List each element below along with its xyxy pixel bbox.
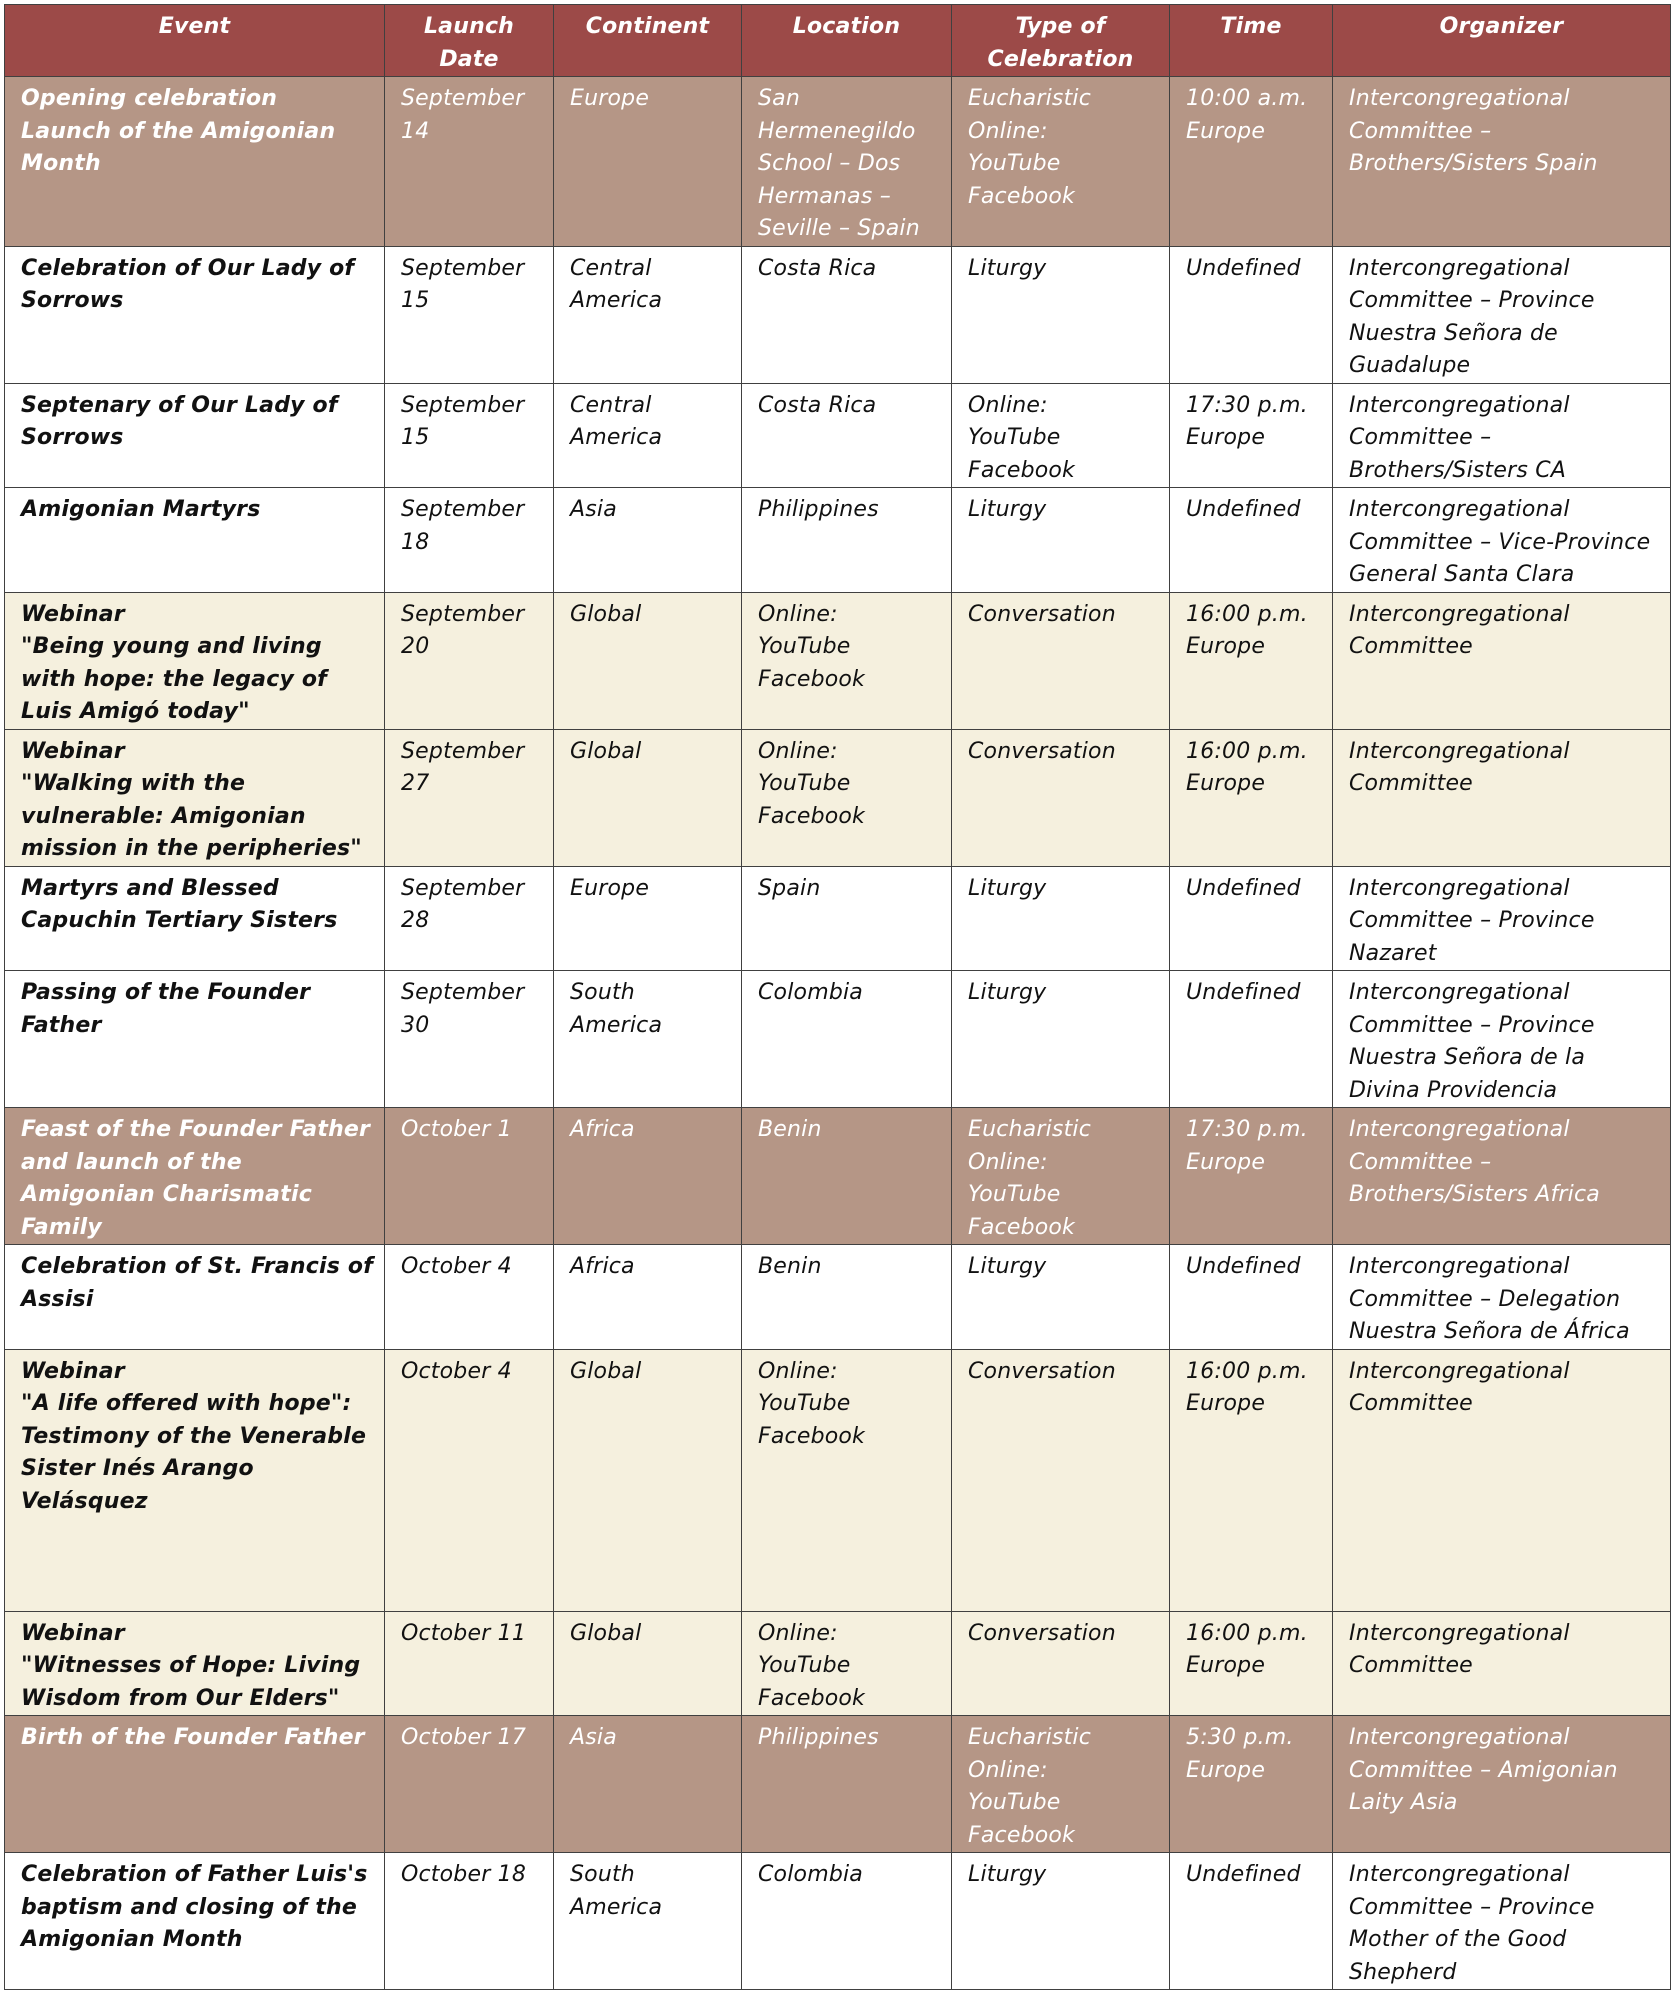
organizer-cell: Intercongregational Committee – Brothers/Sisters Africa bbox=[1333, 1108, 1671, 1245]
type-cell-line: Conversation bbox=[968, 1620, 1116, 1646]
header-location: Location bbox=[742, 5, 952, 77]
location-cell-line: Philippines bbox=[758, 1725, 879, 1750]
organizer-cell: Intercongregational Committee bbox=[1333, 1349, 1671, 1611]
continent-cell: South America bbox=[554, 1853, 742, 1990]
type-cell bbox=[952, 383, 1170, 488]
location-cell-line: Facebook bbox=[758, 1423, 865, 1449]
event-cell bbox=[5, 1245, 385, 1350]
header-time: Time bbox=[1170, 5, 1333, 77]
continent-cell: Asia bbox=[554, 488, 742, 593]
location-cell bbox=[742, 729, 952, 866]
organizer-cell: Intercongregational Committee – Vice-Province General Santa Clara bbox=[1333, 488, 1671, 593]
type-cell bbox=[952, 488, 1170, 593]
organizer-cell: Intercongregational Committee – Province Nazaret bbox=[1333, 866, 1671, 971]
time-cell: 10:00 a.m. Europe bbox=[1170, 77, 1333, 247]
event-cell-line: Webinar bbox=[21, 601, 125, 627]
event-cell bbox=[5, 866, 385, 971]
time-cell: 16:00 p.m. Europe bbox=[1170, 1349, 1333, 1611]
event-cell-line: Celebration of Father Luis's baptism and closing of the Amigonian Month bbox=[21, 1862, 376, 1952]
location-cell bbox=[742, 1716, 952, 1853]
location-cell-line: Online: bbox=[758, 1620, 838, 1646]
event-cell bbox=[5, 383, 385, 488]
organizer-cell: Intercongregational Committee bbox=[1333, 729, 1671, 866]
location-cell bbox=[742, 488, 952, 593]
table-row bbox=[5, 971, 1671, 1108]
time-cell: Undefined bbox=[1170, 866, 1333, 971]
event-cell-line: Septenary of Our Lady of Sorrows bbox=[21, 392, 346, 450]
organizer-cell: Intercongregational Committee – Brothers/Sisters CA bbox=[1333, 383, 1671, 488]
event-cell-line: Webinar bbox=[21, 1620, 125, 1646]
continent-cell: Global bbox=[554, 1611, 742, 1716]
type-cell bbox=[952, 1245, 1170, 1350]
table-row bbox=[5, 1611, 1671, 1716]
type-cell bbox=[952, 246, 1170, 383]
event-cell-line: Martyrs and Blessed Capuchin Tertiary Sisters bbox=[21, 875, 338, 933]
launch-date-cell: September 28 bbox=[385, 866, 554, 971]
type-cell-line: Conversation bbox=[968, 738, 1116, 764]
location-cell-line: Facebook bbox=[758, 666, 865, 692]
continent-cell: Europe bbox=[554, 77, 742, 247]
type-cell bbox=[952, 971, 1170, 1108]
header-organizer: Organizer bbox=[1333, 5, 1671, 77]
time-cell: Undefined bbox=[1170, 488, 1333, 593]
time-cell: Undefined bbox=[1170, 971, 1333, 1108]
table-row bbox=[5, 488, 1671, 593]
type-cell-line: Eucharistic bbox=[968, 86, 1092, 111]
location-cell bbox=[742, 866, 952, 971]
launch-date-cell: September 15 bbox=[385, 246, 554, 383]
launch-date-cell: October 4 bbox=[385, 1349, 554, 1611]
launch-date-cell: October 11 bbox=[385, 1611, 554, 1716]
event-cell-line: "Walking with the vulnerable: Amigonian mission in the peripheries" bbox=[21, 771, 362, 861]
launch-date-cell: September 30 bbox=[385, 971, 554, 1108]
location-cell bbox=[742, 971, 952, 1108]
type-cell-line: Eucharistic bbox=[968, 1117, 1092, 1142]
launch-date-cell: September 14 bbox=[385, 77, 554, 247]
table-row bbox=[5, 1853, 1671, 1990]
location-cell-line: YouTube bbox=[758, 771, 851, 796]
time-cell: 5:30 p.m. Europe bbox=[1170, 1716, 1333, 1853]
organizer-cell: Intercongregational Committee bbox=[1333, 592, 1671, 729]
event-cell bbox=[5, 246, 385, 383]
continent-cell: Asia bbox=[554, 1716, 742, 1853]
events-table-container bbox=[4, 4, 1670, 1990]
continent-cell: Global bbox=[554, 729, 742, 866]
location-cell bbox=[742, 1245, 952, 1350]
event-cell-line: Opening celebration bbox=[21, 86, 278, 111]
table-row bbox=[5, 866, 1671, 971]
launch-date-cell: October 1 bbox=[385, 1108, 554, 1245]
table-row bbox=[5, 383, 1671, 488]
type-cell bbox=[952, 1853, 1170, 1990]
type-cell-line: Online: bbox=[968, 1757, 1048, 1783]
type-cell-line: Liturgy bbox=[968, 497, 1047, 522]
type-cell bbox=[952, 1611, 1170, 1716]
header-type-of-celebration: Type of Celebration bbox=[952, 5, 1170, 77]
type-cell-line: YouTube bbox=[968, 1790, 1061, 1815]
event-cell bbox=[5, 1716, 385, 1853]
organizer-cell: Intercongregational Committee – Delegation Nuestra Señora de África bbox=[1333, 1245, 1671, 1350]
location-cell-line: Philippines bbox=[758, 497, 879, 522]
location-cell bbox=[742, 383, 952, 488]
location-cell-line: Costa Rica bbox=[758, 392, 877, 418]
event-cell bbox=[5, 1349, 385, 1611]
continent-cell: Global bbox=[554, 1349, 742, 1611]
launch-date-cell: September 15 bbox=[385, 383, 554, 488]
type-cell-line: Online: bbox=[968, 392, 1048, 418]
location-cell bbox=[742, 1853, 952, 1990]
type-cell-line: Online: bbox=[968, 118, 1048, 144]
continent-cell: Africa bbox=[554, 1108, 742, 1245]
location-cell-line: Facebook bbox=[758, 1685, 865, 1711]
launch-date-cell: October 4 bbox=[385, 1245, 554, 1350]
type-cell bbox=[952, 1108, 1170, 1245]
launch-date-cell: October 18 bbox=[385, 1853, 554, 1990]
location-cell-line: Costa Rica bbox=[758, 255, 877, 281]
launch-date-cell: September 27 bbox=[385, 729, 554, 866]
location-cell bbox=[742, 592, 952, 729]
location-cell-line: Facebook bbox=[758, 803, 865, 829]
event-cell bbox=[5, 488, 385, 593]
location-cell-line: Benin bbox=[758, 1117, 822, 1142]
header-continent: Continent bbox=[554, 5, 742, 77]
type-cell-line: Conversation bbox=[968, 1358, 1116, 1384]
header-launch-date: Launch Date bbox=[385, 5, 554, 77]
launch-date-cell: September 20 bbox=[385, 592, 554, 729]
continent-cell: Europe bbox=[554, 866, 742, 971]
event-cell-line: Feast of the Founder Father and launch of the Amigonian Charismatic Family bbox=[21, 1117, 378, 1240]
type-cell bbox=[952, 77, 1170, 247]
location-cell-line: Benin bbox=[758, 1254, 822, 1279]
event-cell bbox=[5, 1611, 385, 1716]
type-cell-line: Liturgy bbox=[968, 980, 1047, 1005]
type-cell bbox=[952, 1349, 1170, 1611]
location-cell bbox=[742, 246, 952, 383]
type-cell bbox=[952, 592, 1170, 729]
type-cell-line: Liturgy bbox=[968, 1254, 1047, 1279]
event-cell bbox=[5, 1108, 385, 1245]
location-cell-line: Colombia bbox=[758, 1862, 863, 1887]
organizer-cell: Intercongregational Committee – Brothers/Sisters Spain bbox=[1333, 77, 1671, 247]
event-cell bbox=[5, 971, 385, 1108]
location-cell bbox=[742, 1349, 952, 1611]
location-cell bbox=[742, 1611, 952, 1716]
time-cell: 16:00 p.m. Europe bbox=[1170, 729, 1333, 866]
table-row bbox=[5, 1108, 1671, 1245]
location-cell bbox=[742, 1108, 952, 1245]
type-cell-line: Liturgy bbox=[968, 1862, 1047, 1887]
type-cell-line: Facebook bbox=[968, 457, 1075, 483]
organizer-cell: Intercongregational Committee – Amigonian Laity Asia bbox=[1333, 1716, 1671, 1853]
location-cell-line: Online: bbox=[758, 1358, 838, 1384]
event-cell-line: Amigonian Martyrs bbox=[21, 497, 261, 522]
type-cell-line: Conversation bbox=[968, 601, 1116, 627]
table-header-row bbox=[5, 5, 1671, 77]
table-row bbox=[5, 1349, 1671, 1611]
event-cell-line: Launch of the Amigonian Month bbox=[21, 118, 344, 176]
event-cell-line: Webinar bbox=[21, 738, 125, 764]
table-row bbox=[5, 592, 1671, 729]
location-cell-line: Colombia bbox=[758, 980, 863, 1005]
continent-cell: Africa bbox=[554, 1245, 742, 1350]
organizer-cell: Intercongregational Committee – Province Mother of the Good Shepherd bbox=[1333, 1853, 1671, 1990]
type-cell-line: Liturgy bbox=[968, 875, 1047, 901]
event-cell-line: Birth of the Founder Father bbox=[21, 1725, 365, 1750]
time-cell: 16:00 p.m. Europe bbox=[1170, 592, 1333, 729]
launch-date-cell: October 17 bbox=[385, 1716, 554, 1853]
location-cell-line: Spain bbox=[758, 875, 821, 901]
location-cell bbox=[742, 77, 952, 247]
event-cell-line: Passing of the Founder Father bbox=[21, 980, 319, 1038]
type-cell-line: YouTube bbox=[968, 151, 1061, 176]
event-cell-line: "Being young and living with hope: the legacy of Luis Amigó today" bbox=[21, 634, 335, 724]
event-cell-line: Celebration of St. Francis of Assisi bbox=[21, 1254, 381, 1312]
continent-cell: South America bbox=[554, 971, 742, 1108]
organizer-cell: Intercongregational Committee bbox=[1333, 1611, 1671, 1716]
time-cell: Undefined bbox=[1170, 246, 1333, 383]
header-event: Event bbox=[5, 5, 385, 77]
location-cell-line: YouTube bbox=[758, 1391, 851, 1416]
event-cell bbox=[5, 1853, 385, 1990]
time-cell: Undefined bbox=[1170, 1853, 1333, 1990]
time-cell: 17:30 p.m. Europe bbox=[1170, 383, 1333, 488]
type-cell-line: Liturgy bbox=[968, 255, 1047, 281]
event-cell bbox=[5, 77, 385, 247]
type-cell-line: YouTube bbox=[968, 1182, 1061, 1207]
organizer-cell: Intercongregational Committee – Province Nuestra Señora de la Divina Providencia bbox=[1333, 971, 1671, 1108]
continent-cell: Central America bbox=[554, 246, 742, 383]
type-cell-line: Facebook bbox=[968, 183, 1075, 209]
continent-cell: Central America bbox=[554, 383, 742, 488]
table-row bbox=[5, 77, 1671, 247]
type-cell-line: Facebook bbox=[968, 1822, 1075, 1848]
event-cell-line: Celebration of Our Lady of Sorrows bbox=[21, 255, 363, 313]
location-cell-line: YouTube bbox=[758, 1653, 851, 1678]
type-cell bbox=[952, 1716, 1170, 1853]
time-cell: 17:30 p.m. Europe bbox=[1170, 1108, 1333, 1245]
event-cell bbox=[5, 729, 385, 866]
table-row bbox=[5, 246, 1671, 383]
organizer-cell: Intercongregational Committee – Province Nuestra Señora de Guadalupe bbox=[1333, 246, 1671, 383]
table-row bbox=[5, 729, 1671, 866]
location-cell-line: Online: bbox=[758, 738, 838, 764]
time-cell: Undefined bbox=[1170, 1245, 1333, 1350]
continent-cell: Global bbox=[554, 592, 742, 729]
type-cell-line: YouTube bbox=[968, 425, 1061, 450]
location-cell-line: San Hermenegildo School – Dos Hermanas – Seville – Spain bbox=[758, 86, 923, 241]
table-row bbox=[5, 1716, 1671, 1853]
type-cell-line: Online: bbox=[968, 1149, 1048, 1175]
event-cell-line: Webinar bbox=[21, 1358, 125, 1384]
table-row bbox=[5, 1245, 1671, 1350]
location-cell-line: YouTube bbox=[758, 634, 851, 659]
event-cell-line: "Witnesses of Hope: Living Wisdom from Our Elders" bbox=[21, 1653, 369, 1711]
type-cell-line: Facebook bbox=[968, 1214, 1075, 1240]
event-cell bbox=[5, 592, 385, 729]
table-body bbox=[5, 77, 1671, 1990]
time-cell: 16:00 p.m. Europe bbox=[1170, 1611, 1333, 1716]
type-cell bbox=[952, 729, 1170, 866]
type-cell bbox=[952, 866, 1170, 971]
launch-date-cell: September 18 bbox=[385, 488, 554, 593]
events-table bbox=[4, 4, 1671, 1990]
event-cell-line: "A life offered with hope": Testimony of the Venerable Sister Inés Arango Velásquez bbox=[21, 1391, 374, 1514]
type-cell-line: Eucharistic bbox=[968, 1725, 1092, 1750]
location-cell-line: Online: bbox=[758, 601, 838, 627]
